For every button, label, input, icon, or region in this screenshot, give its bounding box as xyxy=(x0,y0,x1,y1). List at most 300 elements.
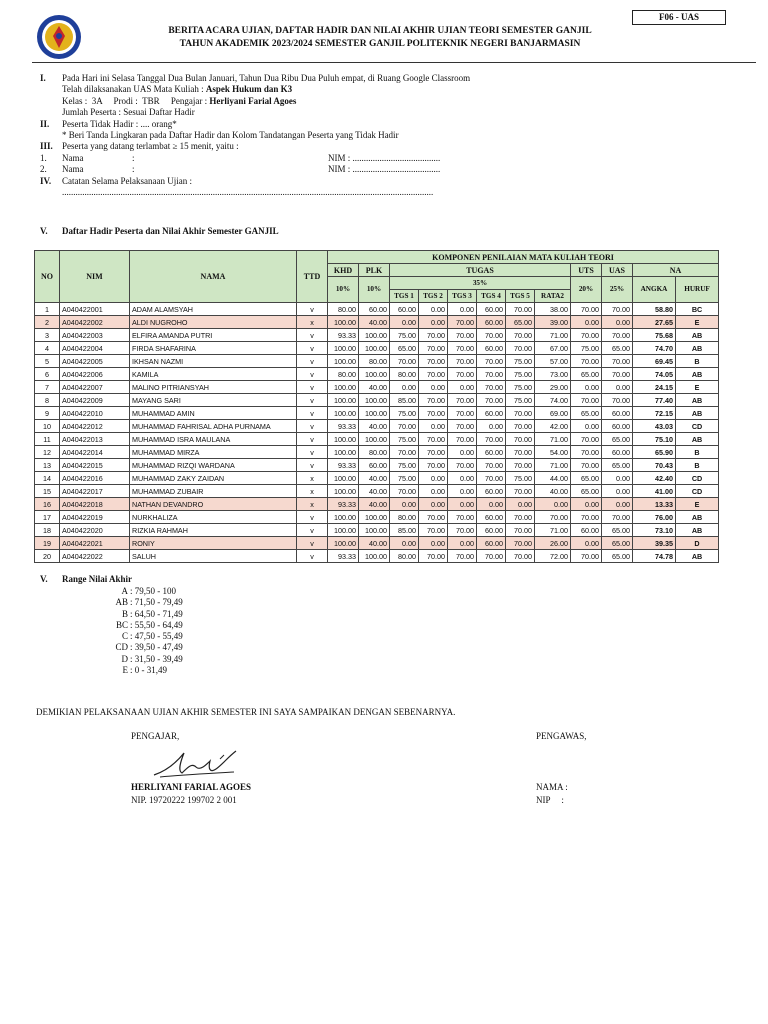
table-row xyxy=(35,459,719,472)
cell-tgs5: 75.00 xyxy=(506,472,535,485)
grade-range-value: : 0 - 31,49 xyxy=(130,665,167,676)
section-i-number: I. xyxy=(40,73,46,83)
cell-huruf: AB xyxy=(676,511,719,524)
col-nama-header: NAMA xyxy=(130,251,297,303)
cell-rata2: 69.00 xyxy=(535,407,571,420)
cell-tgs5: 75.00 xyxy=(506,381,535,394)
cell-angka: 77.40 xyxy=(633,394,676,407)
cell-tgs2: 70.00 xyxy=(419,511,448,524)
cell-nama: ELFIRA AMANDA PUTRI xyxy=(130,329,297,342)
cell-ttd: v xyxy=(297,537,328,550)
cell-huruf: AB xyxy=(676,342,719,355)
cell-huruf: CD xyxy=(676,485,719,498)
cell-huruf: B xyxy=(676,459,719,472)
cell-uas: 70.00 xyxy=(602,355,633,368)
cell-tgs2: 0.00 xyxy=(419,303,448,316)
cell-khd: 80.00 xyxy=(328,303,359,316)
cell-angka: 74.05 xyxy=(633,368,676,381)
cell-no: 16 xyxy=(35,498,60,511)
cell-rata2: 26.00 xyxy=(535,537,571,550)
cell-tgs5: 70.00 xyxy=(506,303,535,316)
cell-uas: 0.00 xyxy=(602,485,633,498)
cell-uts: 70.00 xyxy=(571,303,602,316)
cell-tgs1: 80.00 xyxy=(390,550,419,563)
cell-rata2: 67.00 xyxy=(535,342,571,355)
table-row xyxy=(35,355,719,368)
absent-count: Peserta Tidak Hadir : .... orang* xyxy=(62,118,177,129)
grade-range-item xyxy=(40,631,183,642)
attendance-section-heading xyxy=(40,226,279,236)
cell-no: 7 xyxy=(35,381,60,394)
cell-uts: 0.00 xyxy=(571,420,602,433)
cell-uts: 70.00 xyxy=(571,355,602,368)
cell-tgs4: 70.00 xyxy=(477,433,506,446)
cell-tgs1: 70.00 xyxy=(390,446,419,459)
late-nim-field: NIM : ....................................... xyxy=(328,152,441,163)
cell-nim: A040422022 xyxy=(60,550,130,563)
cell-tgs1: 0.00 xyxy=(390,316,419,329)
cell-tgs1: 85.00 xyxy=(390,394,419,407)
table-row xyxy=(35,537,719,550)
cell-tgs5: 0.00 xyxy=(506,498,535,511)
cell-khd: 100.00 xyxy=(328,511,359,524)
cell-tgs3: 70.00 xyxy=(448,511,477,524)
cell-uas: 65.00 xyxy=(602,524,633,537)
cell-huruf: E xyxy=(676,316,719,329)
late-row-number: 2. xyxy=(40,164,47,175)
cell-nama: ALDI NUGROHO xyxy=(130,316,297,329)
cell-tgs4: 70.00 xyxy=(477,459,506,472)
header-divider xyxy=(32,62,756,63)
cell-tgs3: 70.00 xyxy=(448,342,477,355)
cell-ttd: v xyxy=(297,550,328,563)
cell-tgs2: 70.00 xyxy=(419,394,448,407)
cell-nim: A040422003 xyxy=(60,329,130,342)
cell-nama: MUHAMMAD FAHRISAL ADHA PURNAMA xyxy=(130,420,297,433)
cell-no: 12 xyxy=(35,446,60,459)
cell-plk: 100.00 xyxy=(359,407,390,420)
grade-range-value: : 39,50 - 47,49 xyxy=(130,642,183,653)
late-name-colon: : xyxy=(132,164,135,175)
cell-nama: RONIY xyxy=(130,537,297,550)
cell-nama: IKHSAN NAZMI xyxy=(130,355,297,368)
cell-rata2: 71.00 xyxy=(535,329,571,342)
cell-ttd: x xyxy=(297,472,328,485)
cell-tgs3: 70.00 xyxy=(448,394,477,407)
cell-huruf: AB xyxy=(676,329,719,342)
col-huruf-header: HURUF xyxy=(676,277,719,303)
cell-uts: 65.00 xyxy=(571,368,602,381)
cell-tgs2: 70.00 xyxy=(419,329,448,342)
cell-tgs1: 0.00 xyxy=(390,537,419,550)
cell-tgs5: 65.00 xyxy=(506,316,535,329)
cell-tgs1: 65.00 xyxy=(390,342,419,355)
cell-khd: 93.33 xyxy=(328,459,359,472)
late-row-number: 1. xyxy=(40,152,47,163)
cell-no: 15 xyxy=(35,485,60,498)
range-section-number: V. xyxy=(40,574,48,584)
cell-tgs2: 0.00 xyxy=(419,485,448,498)
cell-angka: 39.35 xyxy=(633,537,676,550)
cell-uas: 65.00 xyxy=(602,459,633,472)
col-tgs3-header: TGS 3 xyxy=(448,290,477,303)
cell-tgs5: 70.00 xyxy=(506,511,535,524)
cell-tgs5: 70.00 xyxy=(506,342,535,355)
cell-no: 11 xyxy=(35,433,60,446)
cell-ttd: v xyxy=(297,433,328,446)
pengawas-label: PENGAWAS, xyxy=(536,731,587,741)
cell-tgs4: 70.00 xyxy=(477,355,506,368)
institution-logo-icon xyxy=(36,14,82,60)
cell-plk: 100.00 xyxy=(359,342,390,355)
cell-tgs3: 70.00 xyxy=(448,420,477,433)
cell-tgs2: 0.00 xyxy=(419,537,448,550)
cell-tgs1: 70.00 xyxy=(390,420,419,433)
cell-uas: 0.00 xyxy=(602,472,633,485)
cell-tgs1: 0.00 xyxy=(390,498,419,511)
cell-uts: 65.00 xyxy=(571,407,602,420)
cell-plk: 100.00 xyxy=(359,368,390,381)
cell-tgs4: 60.00 xyxy=(477,485,506,498)
cell-no: 8 xyxy=(35,394,60,407)
cell-ttd: v xyxy=(297,420,328,433)
cell-tgs5: 75.00 xyxy=(506,394,535,407)
grade-range-item xyxy=(40,665,167,676)
cell-tgs3: 70.00 xyxy=(448,355,477,368)
cell-no: 17 xyxy=(35,511,60,524)
cell-khd: 100.00 xyxy=(328,433,359,446)
grade-range-value: : 47,50 - 55,49 xyxy=(130,631,183,642)
cell-angka: 70.43 xyxy=(633,459,676,472)
cell-huruf: CD xyxy=(676,420,719,433)
cell-no: 6 xyxy=(35,368,60,381)
cell-angka: 24.15 xyxy=(633,381,676,394)
cell-uas: 65.00 xyxy=(602,433,633,446)
cell-no: 2 xyxy=(35,316,60,329)
cell-no: 9 xyxy=(35,407,60,420)
col-no-header: NO xyxy=(35,251,60,303)
cell-plk: 40.00 xyxy=(359,316,390,329)
cell-tgs1: 85.00 xyxy=(390,524,419,537)
cell-uas: 70.00 xyxy=(602,329,633,342)
section-iv-number: IV. xyxy=(40,175,52,186)
cell-no: 4 xyxy=(35,342,60,355)
cell-uts: 70.00 xyxy=(571,394,602,407)
cell-plk: 100.00 xyxy=(359,524,390,537)
late-name-label: Nama xyxy=(62,152,84,163)
cell-tgs1: 75.00 xyxy=(390,407,419,420)
cell-tgs4: 60.00 xyxy=(477,342,506,355)
table-row xyxy=(35,485,719,498)
cell-huruf: AB xyxy=(676,524,719,537)
cell-no: 13 xyxy=(35,459,60,472)
cell-rata2: 54.00 xyxy=(535,446,571,459)
cell-angka: 58.80 xyxy=(633,303,676,316)
col-plk-header: PLK xyxy=(359,264,390,277)
cell-uts: 0.00 xyxy=(571,498,602,511)
cell-tgs5: 70.00 xyxy=(506,537,535,550)
cell-tgs3: 0.00 xyxy=(448,472,477,485)
grade-range-item xyxy=(40,619,183,631)
cell-plk: 40.00 xyxy=(359,420,390,433)
table-row xyxy=(35,394,719,407)
cell-tgs1: 70.00 xyxy=(390,355,419,368)
cell-nama: ADAM ALAMSYAH xyxy=(130,303,297,316)
grade-range-value: : 79,50 - 100 xyxy=(130,586,176,596)
form-code-box: F06 - UAS xyxy=(632,10,726,25)
cell-khd: 100.00 xyxy=(328,446,359,459)
cell-khd: 100.00 xyxy=(328,316,359,329)
cell-plk: 100.00 xyxy=(359,550,390,563)
cell-ttd: v xyxy=(297,459,328,472)
cell-tgs3: 70.00 xyxy=(448,329,477,342)
cell-tgs4: 70.00 xyxy=(477,472,506,485)
cell-nim: A040422007 xyxy=(60,381,130,394)
participant-count: Jumlah Peserta : Sesuai Daftar Hadir xyxy=(62,107,195,118)
grade-letter: CD xyxy=(115,642,128,653)
grade-range-item xyxy=(40,586,176,597)
pengajar-name: HERLIYANI FARIAL AGOES xyxy=(131,782,252,792)
cell-uas: 0.00 xyxy=(602,498,633,511)
cell-ttd: x xyxy=(297,498,328,511)
cell-rata2: 44.00 xyxy=(535,472,571,485)
cell-tgs3: 70.00 xyxy=(448,407,477,420)
cell-plk: 60.00 xyxy=(359,303,390,316)
cell-tgs1: 75.00 xyxy=(390,433,419,446)
cell-tgs2: 70.00 xyxy=(419,407,448,420)
col-ttd-header: TTD xyxy=(297,251,328,303)
cell-huruf: AB xyxy=(676,368,719,381)
cell-uts: 70.00 xyxy=(571,550,602,563)
cell-ttd: x xyxy=(297,316,328,329)
title-line-2: TAHUN AKADEMIK 2023/2024 SEMESTER GANJIL POLITEKNIK NEGERI BANJARMASIN xyxy=(179,39,581,49)
cell-plk: 80.00 xyxy=(359,355,390,368)
cell-tgs3: 70.00 xyxy=(448,524,477,537)
exam-report-info xyxy=(40,73,740,198)
cell-huruf: CD xyxy=(676,472,719,485)
cell-plk: 40.00 xyxy=(359,472,390,485)
cell-khd: 100.00 xyxy=(328,407,359,420)
col-tugas-header: TUGAS xyxy=(390,264,571,277)
cell-khd: 100.00 xyxy=(328,342,359,355)
cell-tgs4: 70.00 xyxy=(477,394,506,407)
cell-tgs2: 70.00 xyxy=(419,524,448,537)
cell-tgs4: 60.00 xyxy=(477,407,506,420)
cell-tgs5: 70.00 xyxy=(506,329,535,342)
cell-ttd: v xyxy=(297,329,328,342)
cell-angka: 75.10 xyxy=(633,433,676,446)
cell-uas: 65.00 xyxy=(602,550,633,563)
cell-huruf: AB xyxy=(676,550,719,563)
komponen-header: KOMPONEN PENILAIAN MATA KULIAH TEORI xyxy=(328,251,719,264)
cell-rata2: 71.00 xyxy=(535,433,571,446)
cell-nim: A040422006 xyxy=(60,368,130,381)
grade-range-list xyxy=(40,586,183,676)
cell-nim: A040422020 xyxy=(60,524,130,537)
cell-no: 19 xyxy=(35,537,60,550)
table-row xyxy=(35,329,719,342)
cell-tgs4: 0.00 xyxy=(477,420,506,433)
col-tgs4-header: TGS 4 xyxy=(477,290,506,303)
cell-nim: A040422019 xyxy=(60,511,130,524)
cell-tgs2: 70.00 xyxy=(419,342,448,355)
late-nim-field: NIM : ....................................... xyxy=(328,164,441,175)
cell-nim: A040422009 xyxy=(60,394,130,407)
cell-khd: 100.00 xyxy=(328,381,359,394)
cell-nama: MUHAMMAD RIZQI WARDANA xyxy=(130,459,297,472)
table-row xyxy=(35,433,719,446)
cell-tgs2: 70.00 xyxy=(419,446,448,459)
cell-angka: 72.15 xyxy=(633,407,676,420)
cell-plk: 100.00 xyxy=(359,511,390,524)
table-row xyxy=(35,342,719,355)
attendance-section-title: Daftar Hadir Peserta dan Nilai Akhir Semester GANJIL xyxy=(62,226,279,236)
col-angka-header: ANGKA xyxy=(633,277,676,303)
course-prefix: Telah dilaksanakan UAS Mata Kuliah : xyxy=(62,84,206,95)
cell-tgs2: 70.00 xyxy=(419,459,448,472)
cell-plk: 100.00 xyxy=(359,394,390,407)
cell-tgs2: 70.00 xyxy=(419,550,448,563)
cell-tgs1: 75.00 xyxy=(390,459,419,472)
cell-tgs3: 0.00 xyxy=(448,303,477,316)
cell-nama: NATHAN DEVANDRO xyxy=(130,498,297,511)
cell-ttd: x xyxy=(297,485,328,498)
cell-tgs1: 70.00 xyxy=(390,485,419,498)
cell-angka: 42.40 xyxy=(633,472,676,485)
cell-tgs3: 70.00 xyxy=(448,459,477,472)
table-row xyxy=(35,472,719,485)
cell-tgs2: 0.00 xyxy=(419,381,448,394)
cell-nama: MUHAMMAD MIRZA xyxy=(130,446,297,459)
cell-tgs3: 70.00 xyxy=(448,433,477,446)
cell-plk: 40.00 xyxy=(359,381,390,394)
cell-no: 18 xyxy=(35,524,60,537)
cell-tgs2: 70.00 xyxy=(419,355,448,368)
cell-tgs2: 0.00 xyxy=(419,472,448,485)
cell-nama: KAMILA xyxy=(130,368,297,381)
table-row xyxy=(35,498,719,511)
cell-tgs4: 70.00 xyxy=(477,550,506,563)
cell-huruf: AB xyxy=(676,433,719,446)
cell-uts: 65.00 xyxy=(571,472,602,485)
cell-nim: A040422018 xyxy=(60,498,130,511)
cell-uas: 60.00 xyxy=(602,407,633,420)
cell-khd: 93.33 xyxy=(328,420,359,433)
cell-uas: 70.00 xyxy=(602,303,633,316)
cell-tgs3: 0.00 xyxy=(448,537,477,550)
class-info: Kelas : 3A Prodi : TBR Pengajar : xyxy=(62,95,210,106)
cell-nama: MUHAMMAD ZAKY ZAIDAN xyxy=(130,472,297,485)
cell-huruf: E xyxy=(676,381,719,394)
grade-letter: A xyxy=(121,586,128,596)
tugas-weight: 35% xyxy=(390,277,571,290)
cell-tgs4: 70.00 xyxy=(477,329,506,342)
cell-tgs4: 0.00 xyxy=(477,498,506,511)
pengawas-nama: NAMA : xyxy=(536,782,568,792)
cell-rata2: 73.00 xyxy=(535,368,571,381)
col-na-header: NA xyxy=(633,264,719,277)
cell-uts: 60.00 xyxy=(571,524,602,537)
cell-rata2: 29.00 xyxy=(535,381,571,394)
cell-angka: 65.90 xyxy=(633,446,676,459)
cell-khd: 100.00 xyxy=(328,394,359,407)
closing-statement: DEMIKIAN PELAKSANAAN UJIAN AKHIR SEMESTER INI SAYA SAMPAIKAN DENGAN SEBENARNYA. xyxy=(36,707,456,717)
col-rata2-header: RATA2 xyxy=(535,290,571,303)
cell-khd: 100.00 xyxy=(328,524,359,537)
cell-tgs4: 60.00 xyxy=(477,316,506,329)
cell-tgs5: 70.00 xyxy=(506,550,535,563)
cell-tgs2: 0.00 xyxy=(419,316,448,329)
section-iii-number: III. xyxy=(40,141,53,152)
late-name-label: Nama xyxy=(62,164,84,175)
cell-plk: 60.00 xyxy=(359,459,390,472)
cell-tgs5: 70.00 xyxy=(506,407,535,420)
cell-no: 20 xyxy=(35,550,60,563)
table-row xyxy=(35,420,719,433)
cell-rata2: 72.00 xyxy=(535,550,571,563)
col-tgs5-header: TGS 5 xyxy=(506,290,535,303)
col-tgs1-header: TGS 1 xyxy=(390,290,419,303)
cell-nim: A040422010 xyxy=(60,407,130,420)
cell-angka: 69.45 xyxy=(633,355,676,368)
cell-nama: FIRDA SHAFARINA xyxy=(130,342,297,355)
grade-range-value: : 31,50 - 39,49 xyxy=(130,653,183,664)
cell-tgs3: 0.00 xyxy=(448,485,477,498)
cell-nama: MUHAMMAD ISRA MAULANA xyxy=(130,433,297,446)
col-nim-header: NIM xyxy=(60,251,130,303)
cell-plk: 40.00 xyxy=(359,498,390,511)
cell-angka: 76.00 xyxy=(633,511,676,524)
cell-uts: 70.00 xyxy=(571,446,602,459)
cell-angka: 41.00 xyxy=(633,485,676,498)
cell-huruf: AB xyxy=(676,394,719,407)
cell-uts: 70.00 xyxy=(571,329,602,342)
cell-rata2: 0.00 xyxy=(535,498,571,511)
grades-table xyxy=(34,250,719,563)
cell-uas: 70.00 xyxy=(602,511,633,524)
table-row xyxy=(35,316,719,329)
cell-tgs3: 0.00 xyxy=(448,381,477,394)
cell-khd: 93.33 xyxy=(328,498,359,511)
pengajar-nip: NIP. 19720222 199702 2 001 xyxy=(131,795,237,805)
cell-khd: 100.00 xyxy=(328,485,359,498)
cell-uas: 65.00 xyxy=(602,537,633,550)
grade-range-item xyxy=(40,608,183,620)
cell-khd: 100.00 xyxy=(328,472,359,485)
grade-letter: D xyxy=(121,653,128,664)
cell-tgs4: 60.00 xyxy=(477,511,506,524)
cell-huruf: BC xyxy=(676,303,719,316)
cell-tgs2: 0.00 xyxy=(419,498,448,511)
cell-ttd: v xyxy=(297,446,328,459)
cell-plk: 40.00 xyxy=(359,537,390,550)
cell-no: 14 xyxy=(35,472,60,485)
cell-angka: 73.10 xyxy=(633,524,676,537)
cell-nim: A040422004 xyxy=(60,342,130,355)
grades-table-body xyxy=(35,303,719,563)
cell-nim: A040422012 xyxy=(60,420,130,433)
cell-ttd: v xyxy=(297,342,328,355)
cell-tgs3: 0.00 xyxy=(448,498,477,511)
cell-huruf: D xyxy=(676,537,719,550)
cell-nama: MUHAMMAD ZUBAIR xyxy=(130,485,297,498)
table-row xyxy=(35,381,719,394)
col-uas-header: UAS xyxy=(602,264,633,277)
cell-uts: 0.00 xyxy=(571,537,602,550)
grade-range-value: : 55,50 - 64,49 xyxy=(130,619,183,630)
cell-plk: 100.00 xyxy=(359,433,390,446)
cell-uas: 70.00 xyxy=(602,368,633,381)
